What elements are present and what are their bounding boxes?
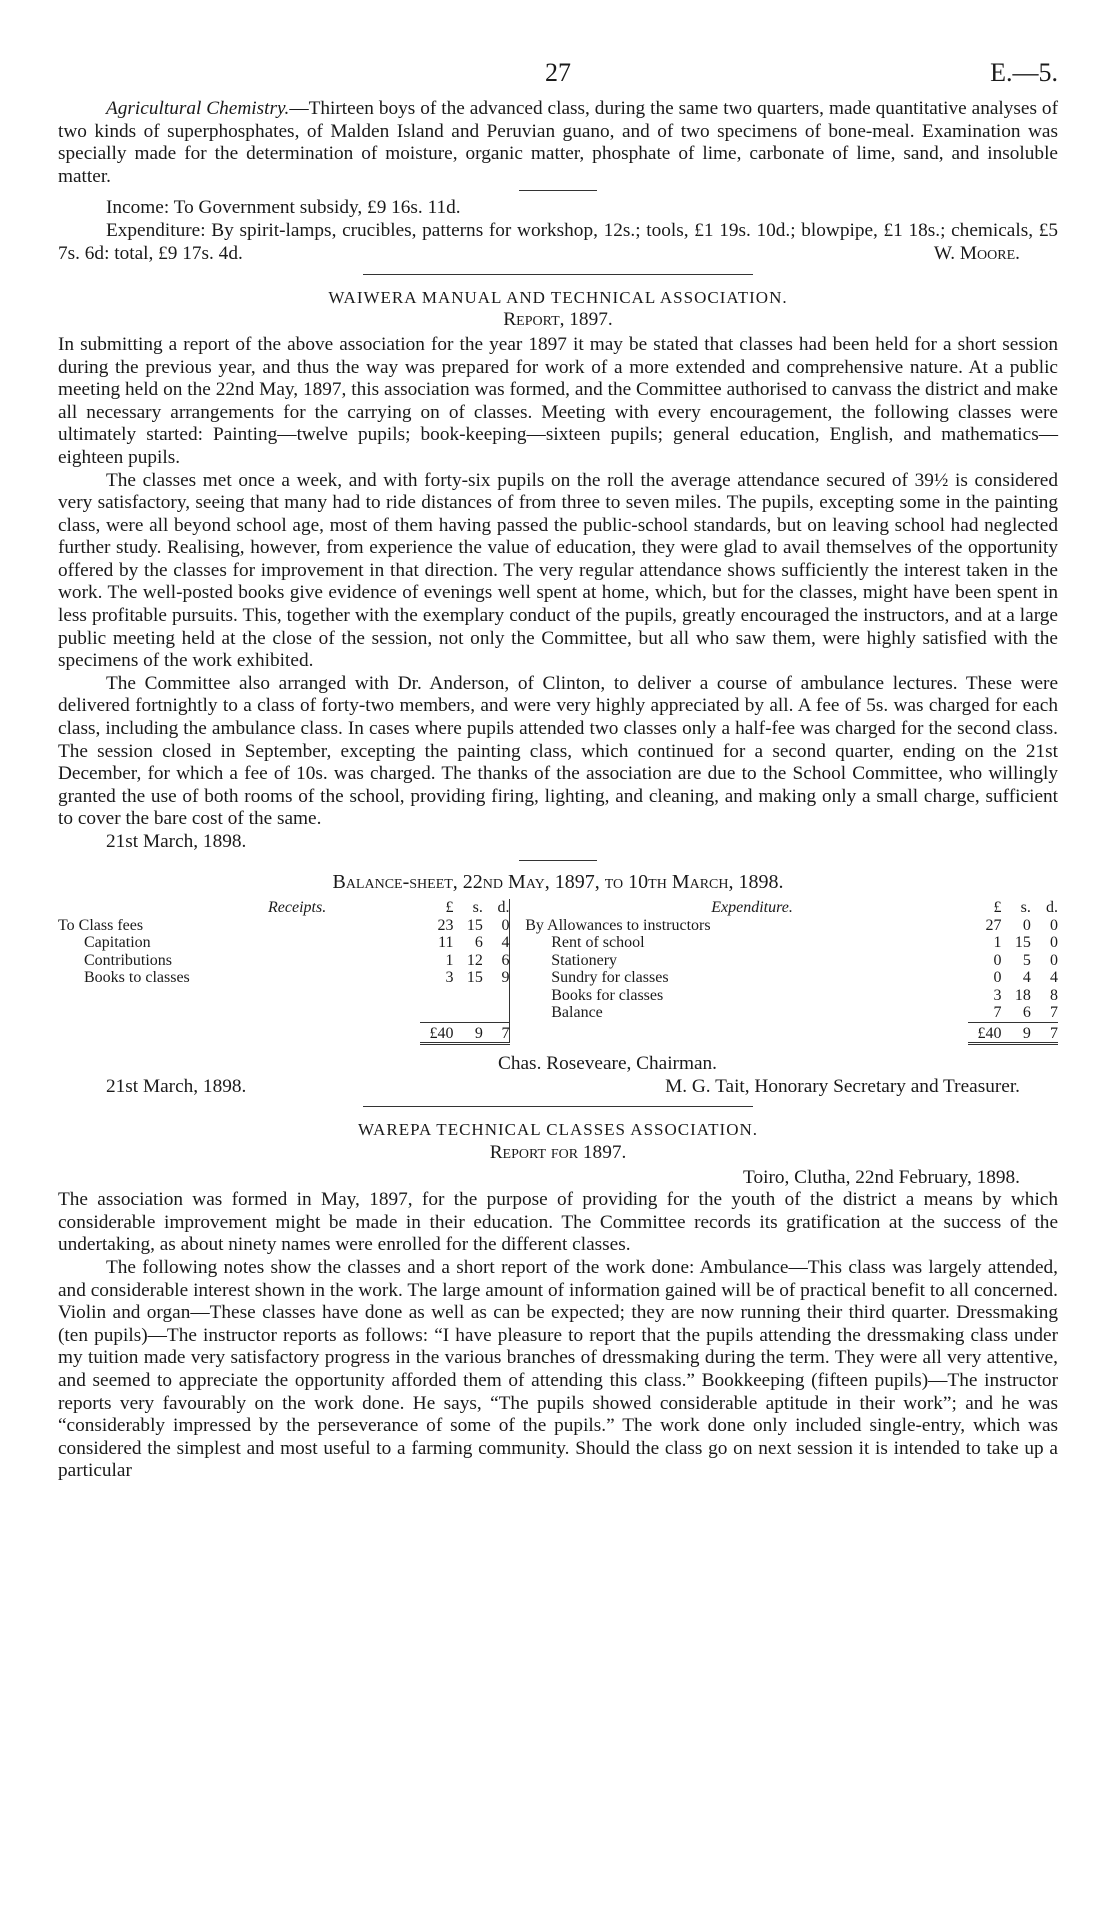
expenditure-pence: 0 <box>1050 934 1058 952</box>
receipt-pence: 4 <box>501 934 510 952</box>
receipt-pounds: 11 <box>438 934 454 952</box>
agri-paragraph <box>58 98 1058 188</box>
expenditure-pounds: 27 <box>985 916 1002 934</box>
expenditure-pence: 8 <box>1050 986 1058 1004</box>
receipt-pence: 6 <box>501 951 510 969</box>
receipt-pence: 9 <box>501 969 510 987</box>
expenditure-pence: 0 <box>1050 916 1058 934</box>
divider-cell <box>510 987 521 1005</box>
page-reference: E.—5. <box>990 58 1058 87</box>
section-rule <box>363 274 753 275</box>
pounds-header: £ <box>445 899 454 917</box>
expenditure-pence: 7 <box>1050 1004 1058 1022</box>
waiwera-paragraph-1: In submitting a report of the above association for the year 1897 it may be stated that classes had been held for a short session during the previous year, and thus the way was prepared for work of a more extended and comprehensive nature. At a public meeting held on the 22nd May, 1897, this association was formed, and the Committee authorised to canvass the district and make all necessary arrangements for the carrying on of classes. Meeting with every encouragement, the following classes were ultimately started: Painting—twelve pupils; book-keeping—sixteen pupils; general education, English, and mathematics—eighteen pupils. <box>58 333 1058 468</box>
waiwera-paragraph-2: The classes met once a week, and with forty-six pupils on the roll the average attendance secured of 39½ is considered very satisfactory, seeing that many had to ride distances of from three to seven miles. The pupils, excepting some in the painting class, were all beyond school age, most of them having passed the public-school standards, but on leaving school had neglected further study. Realising, however, from experience the value of education, they were glad to avail themselves of the opportunity offered by the classes for improvement in that direction. The very regular attendance shows sufficiently the interest taken in the work. The well-posted books give evidence of evenings well spent at home, which, but for the classes, might have been spent in less profitable pursuits. This, together with the exemplary conduct of the pupils, greatly encouraged the instructors, and at a large public meeting held at the close of the session, not only the Committee, but all who saw them, were highly satisfied with the specimens of the work exhibited. <box>58 469 1058 672</box>
receipt-label: Books to classes <box>84 969 190 987</box>
receipt-pence: 0 <box>501 916 510 934</box>
warepa-heading: WAREPA TECHNICAL CLASSES ASSOCIATION. <box>357 1120 759 1140</box>
expenditure-label: Expenditure. <box>711 899 793 917</box>
expenditure-pounds: 3 <box>993 986 1002 1004</box>
shillings-header: s. <box>472 899 483 917</box>
receipts-total-shillings: 9 <box>453 1022 482 1044</box>
empty-cell <box>58 987 420 1005</box>
balance-date: 21st March, 1898. <box>106 1075 247 1097</box>
chairman-signature: Chas. Roseveare, Chairman. <box>498 1053 717 1075</box>
empty-cell <box>483 1004 510 1022</box>
expenditure-shillings: 15 <box>1014 934 1031 952</box>
expenditure-line: Expenditure: By spirit-lamps, crucibles, patterns for workshop, 12s.; tools, £1 19s. 10d.; blowpipe, £1 18s.; chemicals, £5 7s. 6d: total, £9 17s. 4d. <box>58 219 1058 264</box>
divider-cell <box>510 969 521 987</box>
balance-row <box>58 952 1058 970</box>
warepa-dateline: Toiro, Clutha, 22nd February, 1898. <box>743 1166 1020 1188</box>
expenditure-total-shillings: 9 <box>1001 1022 1030 1044</box>
expenditure-pence: 0 <box>1050 951 1058 969</box>
expenditure-pence: 4 <box>1050 969 1058 987</box>
receipt-pounds: 1 <box>445 951 454 969</box>
warepa-paragraph-2: The following notes show the classes and a short report of the work done: Ambulance—This class was largely attended, and considerable interest shown in the work. The large amount of information gained will be of practical benefit to all concerned. Violin and organ—These classes have done as well as can be expected; they are now running their third quarter. Dressmaking (ten pupils)—The instructor reports as follows: “I have pleasure to report that the pupils attending the dressmaking class under my tuition made very satisfactory progress in the various branches of dressmaking during the term. They were all very attentive, and seemed to appreciate the opportunity afforded them of attending this class.” Bookkeeping (fifteen pupils)—The instructor reports very favourably on the work done. He says, “The pupils showed considerable aptitude in their work”; and he was “considerably impressed by the perseverance of some of the pupils.” The work done only included single-entry, which was considered the simplest and most useful to a farming community. Should the class go on next session it is intended to take up a particular <box>58 1256 1058 1482</box>
balance-row <box>58 969 1058 987</box>
expenditure-item-label: Rent of school <box>551 934 645 952</box>
receipt-shillings: 15 <box>466 916 483 934</box>
balance-total-row <box>58 1022 1058 1044</box>
empty-cell <box>483 987 510 1005</box>
receipts-total-pence: 7 <box>483 1022 510 1044</box>
section-rule <box>363 1106 753 1107</box>
expenditure-item-label: Books for classes <box>551 986 664 1004</box>
balance-header-row <box>58 899 1058 917</box>
waiwera-subheading: Report, 1897. <box>503 309 613 331</box>
receipt-label: To Class fees <box>58 916 144 934</box>
waiwera-date: 21st March, 1898. <box>106 831 247 852</box>
income-line: Income: To Government subsidy, £9 16s. 11d. <box>106 197 461 219</box>
divider-cell <box>510 1004 521 1022</box>
receipts-label: Receipts. <box>268 899 327 917</box>
balance-row <box>58 987 1058 1005</box>
warepa-paragraph-1: The association was formed in May, 1897, for the purpose of providing for the youth of the district a means by which considerable improvement might be made in their education. The Committee records its gratification at the success of the undertaking, as about ninety names were enrolled for the different classes. <box>58 1189 1058 1256</box>
short-rule <box>519 190 597 191</box>
expenditure-pounds: 7 <box>993 1004 1002 1022</box>
expenditure-total-pence: 7 <box>1031 1022 1058 1044</box>
expenditure-shillings: 6 <box>1022 1004 1031 1022</box>
expenditure-item-label: Sundry for classes <box>551 969 669 987</box>
receipt-pounds: 23 <box>437 916 454 934</box>
expenditure-shillings: 0 <box>1022 916 1031 934</box>
receipt-label: Contributions <box>84 951 173 969</box>
receipt-shillings: 12 <box>466 951 483 969</box>
divider-cell <box>510 917 521 935</box>
page-header <box>58 58 1058 98</box>
expenditure-pounds: 1 <box>993 934 1002 952</box>
agri-title: Agricultural Chemistry. <box>106 98 290 119</box>
empty-cell <box>420 987 454 1005</box>
balance-row <box>58 1004 1058 1022</box>
short-rule <box>519 860 597 861</box>
balance-sheet-table <box>58 899 1058 1045</box>
balance-sheet-title: Balance-sheet, 22nd May, 1897, to 10th March, 1898. <box>332 870 784 893</box>
waiwera-paragraph-3: The Committee also arranged with Dr. Anderson, of Clinton, to deliver a course of ambulance lectures. These were delivered fortnightly to a class of forty-two members, and were very highly appreciated by all. A fee of 5s. was charged for each class, including the ambulance class. In cases where pupils attended two classes only a half-fee was charged for the second class. The session closed in September, excepting the painting class, which continued for a second quarter, ending on the 21st December, for which a fee of 10s. was charged. The thanks of the association are due to the School Committee, who willingly granted the use of both rooms of the school, providing firing, lighting, and cleaning, and making only a small charge, sufficient to cover the bare cost of the same. <box>58 672 1058 830</box>
empty-cell <box>453 987 482 1005</box>
expenditure-total-pounds: £40 <box>968 1022 1002 1044</box>
empty-cell <box>420 1004 454 1022</box>
expenditure-pounds: 0 <box>993 969 1002 987</box>
receipt-label: Capitation <box>84 934 151 952</box>
expenditure-shillings: 5 <box>1022 951 1031 969</box>
pence-header: d. <box>1046 899 1058 917</box>
page-number: 27 <box>545 58 571 87</box>
agri-body: —Thirteen boys of the advanced class, during the same two quarters, made quantitative analyses of two kinds of superphosphates, of Malden Island and Peruvian guano, and of two specimens of bone-meal. Examination was specially made for the determination of moisture, organic matter, phosphate of lime, carbonate of lime, sand, and insoluble matter. <box>58 98 1058 187</box>
expenditure-shillings: 4 <box>1022 969 1031 987</box>
agri-signature: W. Moore. <box>933 243 1020 265</box>
shillings-header: s. <box>1020 899 1031 917</box>
waiwera-heading: WAIWERA MANUAL AND TECHNICAL ASSOCIATION. <box>328 287 788 307</box>
receipts-total-pounds: £40 <box>420 1022 454 1044</box>
expenditure-item-label: Balance <box>551 1004 603 1022</box>
expenditure-item-label: By Allowances to instructors <box>525 916 711 934</box>
receipt-pounds: 3 <box>445 969 454 987</box>
balance-row <box>58 934 1058 952</box>
expenditure-item-label: Stationery <box>551 951 618 969</box>
expenditure-block <box>58 220 1058 265</box>
balance-footer <box>58 1076 1058 1099</box>
empty-cell <box>58 1004 420 1022</box>
receipt-shillings: 6 <box>474 934 483 952</box>
receipt-shillings: 15 <box>466 969 483 987</box>
document-page <box>58 58 1058 1483</box>
secretary-signature: M. G. Tait, Honorary Secretary and Treasurer. <box>665 1075 1020 1097</box>
warepa-subheading: Report for 1897. <box>489 1141 627 1163</box>
divider-cell <box>510 934 521 952</box>
empty-cell <box>453 1004 482 1022</box>
pence-header: d. <box>497 899 510 917</box>
expenditure-shillings: 18 <box>1014 986 1031 1004</box>
divider-cell <box>510 952 521 970</box>
expenditure-pounds: 0 <box>993 951 1002 969</box>
pounds-header: £ <box>993 899 1002 917</box>
balance-row <box>58 917 1058 935</box>
